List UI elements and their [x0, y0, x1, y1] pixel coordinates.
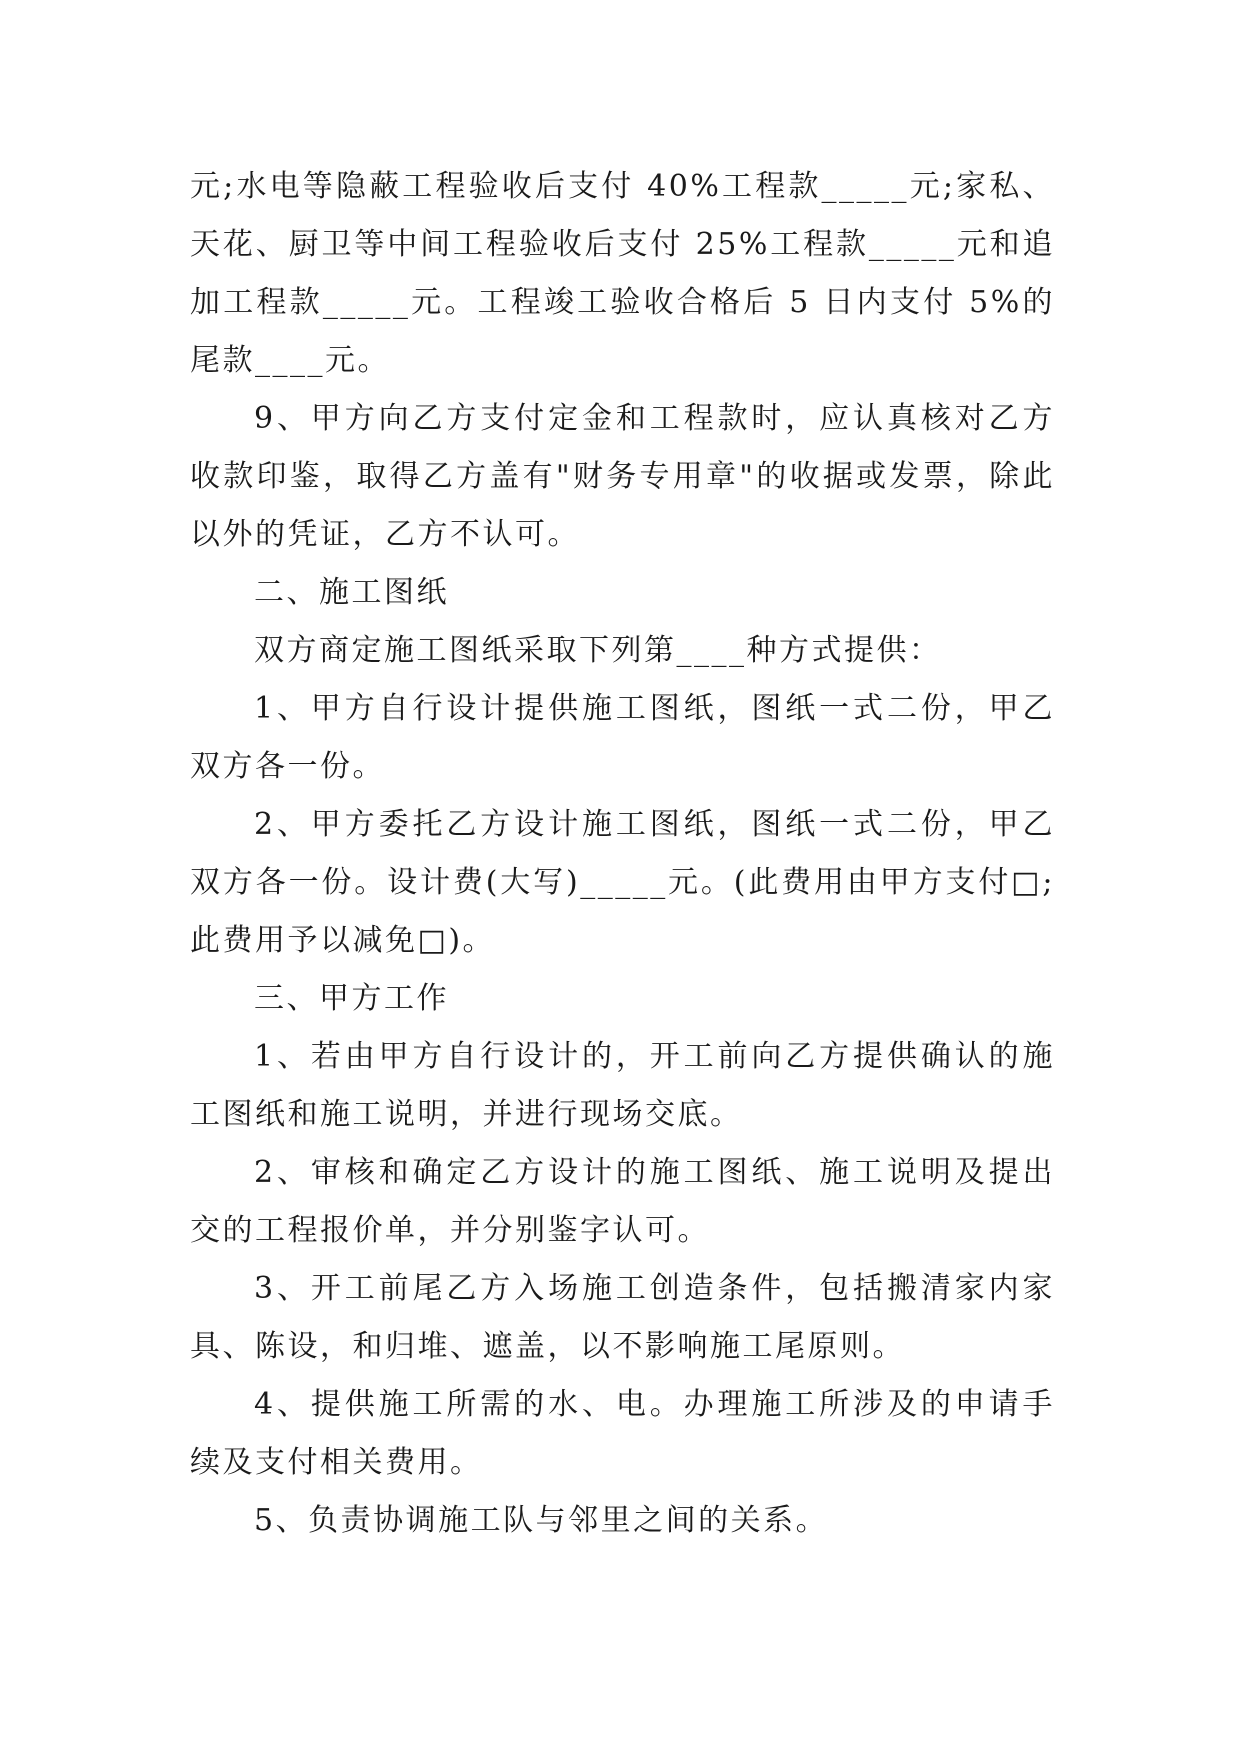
- drawings-option-2-paragraph: 2、甲方委托乙方设计施工图纸，图纸一式二份，甲乙双方各一份。设计费(大写)_____元。(此费用由甲方支付□;此费用予以减免□)。: [190, 807, 1055, 958]
- party-a-duty-1-paragraph: 1、若由甲方自行设计的，开工前向乙方提供确认的施工图纸和施工说明，并进行现场交底。: [190, 1039, 1055, 1132]
- party-a-duty-4-paragraph: 4、提供施工所需的水、电。办理施工所涉及的申请手续及支付相关费用。: [190, 1387, 1055, 1480]
- party-a-duty-2-paragraph: 2、审核和确定乙方设计的施工图纸、施工说明及提出交的工程报价单，并分别鉴字认可。: [190, 1155, 1055, 1248]
- drawings-method-paragraph: 双方商定施工图纸采取下列第____种方式提供：: [254, 633, 942, 668]
- clause-9-paragraph: 9、甲方向乙方支付定金和工程款时，应认真核对乙方收款印鉴，取得乙方盖有"财务专用章"的收据或发票，除此以外的凭证，乙方不认可。: [190, 401, 1055, 552]
- section-heading-party-a-duties: 三、甲方工作: [254, 981, 449, 1016]
- section-heading-construction-drawings: 二、施工图纸: [254, 575, 449, 610]
- drawings-option-1-paragraph: 1、甲方自行设计提供施工图纸，图纸一式二份，甲乙双方各一份。: [190, 691, 1055, 784]
- party-a-duty-5-paragraph: 5、负责协调施工队与邻里之间的关系。: [254, 1503, 829, 1538]
- party-a-duty-3-paragraph: 3、开工前尾乙方入场施工创造条件，包括搬清家内家具、陈设，和归堆、遮盖，以不影响施工尾原则。: [190, 1271, 1055, 1364]
- document-page: [190, 158, 1055, 1550]
- payment-schedule-paragraph: 元;水电等隐蔽工程验收后支付 40%工程款_____元;家私、天花、厨卫等中间工程验收后支付 25%工程款_____元和追加工程款_____元。工程竣工验收合格后 5 日内支付 5%的尾款____元。: [190, 169, 1055, 378]
